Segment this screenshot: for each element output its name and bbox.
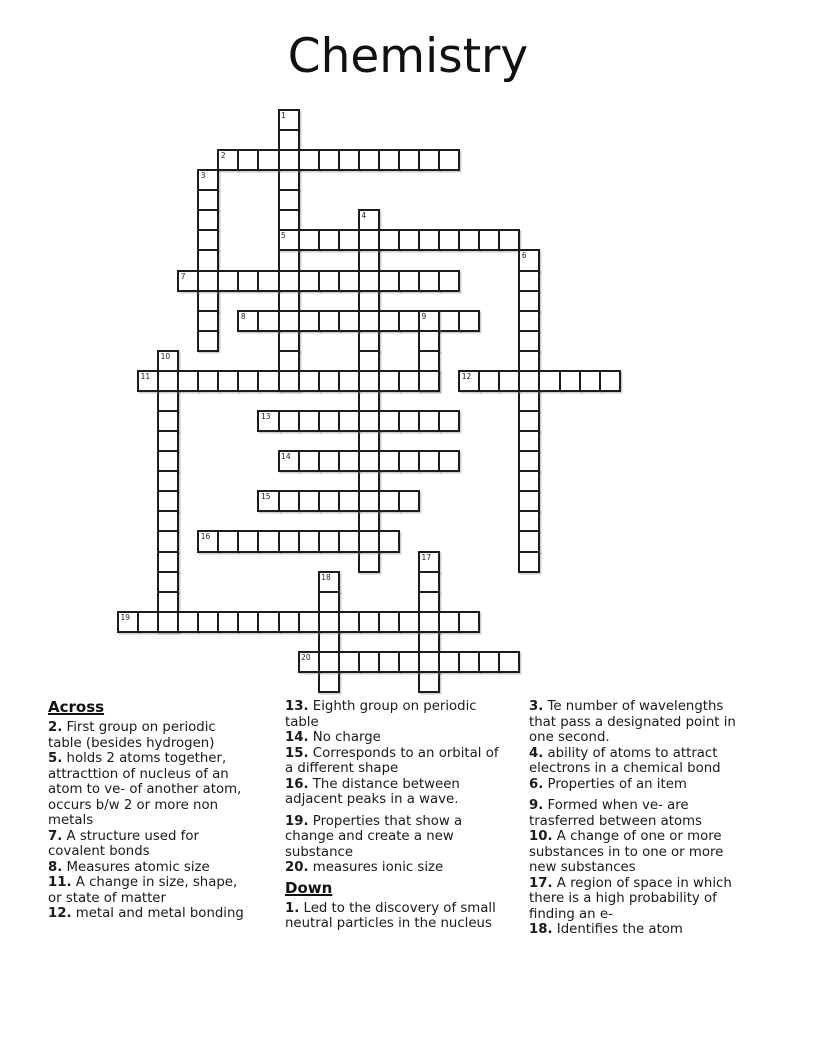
- grid-cell[interactable]: [117, 611, 139, 633]
- grid-cell[interactable]: [358, 410, 380, 432]
- grid-cell[interactable]: [318, 631, 340, 653]
- grid-cell[interactable]: [358, 350, 380, 372]
- grid-cell[interactable]: [458, 611, 480, 633]
- grid-cell[interactable]: [257, 370, 279, 392]
- grid-cell[interactable]: [358, 290, 380, 312]
- grid-cell[interactable]: [197, 189, 219, 211]
- clue-number-label: 8: [240, 311, 246, 321]
- grid-cell[interactable]: [318, 149, 340, 171]
- grid-cell[interactable]: [358, 149, 380, 171]
- grid-cell[interactable]: [278, 169, 300, 191]
- grid-cell[interactable]: [438, 310, 460, 332]
- clues-heading-across: Across: [48, 698, 105, 716]
- grid-cell[interactable]: [518, 249, 540, 271]
- clue-number-label: 13: [260, 412, 271, 422]
- grid-cell[interactable]: [278, 189, 300, 211]
- grid-cell[interactable]: [358, 490, 380, 512]
- grid-cell[interactable]: [237, 611, 259, 633]
- clue-item-number: 12.: [48, 906, 72, 921]
- grid-cell[interactable]: [298, 149, 320, 171]
- clue-item-number: 8.: [48, 859, 63, 875]
- clue-item: 1. Led to the discovery of small neutral particles in the nucleus: [285, 900, 496, 931]
- grid-cell[interactable]: [318, 571, 340, 593]
- clue-item-number: 7.: [48, 828, 63, 844]
- grid-cell[interactable]: [157, 470, 179, 492]
- grid-cell[interactable]: [518, 390, 540, 412]
- grid-cell[interactable]: [157, 450, 179, 472]
- clue-item: 10. A change of one or more substances in to one or more new substances: [529, 829, 724, 875]
- clue-number-label: 9: [421, 311, 427, 321]
- grid-cell[interactable]: [278, 129, 300, 151]
- clue-number-label: 3: [200, 171, 206, 181]
- grid-cell[interactable]: [278, 330, 300, 352]
- clue-number-label: 10: [160, 351, 171, 361]
- grid-cell[interactable]: [338, 450, 360, 472]
- grid-cell[interactable]: [257, 270, 279, 292]
- grid-cell[interactable]: [498, 651, 520, 673]
- clue-column-3: [529, 699, 745, 938]
- grid-cell[interactable]: [197, 370, 219, 392]
- clue-item: 15. Corresponds to an orbital of a different shape: [285, 745, 499, 776]
- clue-item: 6. Properties of an item: [529, 776, 687, 792]
- grid-cell[interactable]: [478, 370, 500, 392]
- grid-cell[interactable]: [217, 149, 239, 171]
- grid-cell[interactable]: [398, 410, 420, 432]
- grid-cell[interactable]: [518, 510, 540, 532]
- grid-cell[interactable]: [237, 310, 259, 332]
- clue-number-label: 19: [120, 612, 131, 622]
- grid-cell[interactable]: [278, 290, 300, 312]
- grid-cell[interactable]: [157, 571, 179, 593]
- grid-cell[interactable]: [418, 571, 440, 593]
- grid-cell[interactable]: [318, 370, 340, 392]
- grid-cell[interactable]: [318, 410, 340, 432]
- grid-cell[interactable]: [458, 651, 480, 673]
- grid-cell[interactable]: [538, 370, 560, 392]
- grid-cell[interactable]: [418, 410, 440, 432]
- grid-cell[interactable]: [298, 410, 320, 432]
- grid-cell[interactable]: [518, 490, 540, 512]
- grid-cell[interactable]: [157, 591, 179, 613]
- grid-cell[interactable]: [197, 169, 219, 191]
- grid-cell[interactable]: [378, 270, 400, 292]
- page-title: Chemistry: [287, 29, 529, 84]
- grid-cell[interactable]: [157, 490, 179, 512]
- grid-cell[interactable]: [157, 390, 179, 412]
- grid-cell[interactable]: [378, 370, 400, 392]
- clue-item-number: 11.: [48, 875, 72, 890]
- grid-cell[interactable]: [298, 370, 320, 392]
- grid-cell[interactable]: [518, 370, 540, 392]
- grid-cell[interactable]: [278, 611, 300, 633]
- grid-cell[interactable]: [157, 510, 179, 532]
- clue-number-label: 1: [281, 111, 286, 120]
- grid-cell[interactable]: [257, 490, 279, 512]
- clue-number-label: 5: [281, 231, 286, 241]
- grid-cell[interactable]: [197, 330, 219, 352]
- grid-cell[interactable]: [418, 450, 440, 472]
- grid-cell[interactable]: [458, 370, 480, 392]
- clue-item: 19. Properties that show a change and create a new substance: [285, 813, 463, 860]
- clue-item-number: 2.: [48, 720, 63, 735]
- grid-cell[interactable]: [438, 651, 460, 673]
- grid-cell[interactable]: [197, 229, 219, 251]
- grid-cell[interactable]: [378, 530, 400, 552]
- grid-cell[interactable]: [137, 370, 159, 392]
- grid-cell[interactable]: [358, 551, 380, 573]
- grid-cell[interactable]: [338, 410, 360, 432]
- clue-item: 9. Formed when ve- are trasferred between atoms: [529, 798, 702, 829]
- grid-cell[interactable]: [318, 229, 340, 251]
- grid-cell[interactable]: [177, 611, 199, 633]
- grid-cell[interactable]: [358, 390, 380, 412]
- clue-item-number: 15.: [285, 745, 309, 761]
- grid-cell[interactable]: [478, 651, 500, 673]
- grid-cell[interactable]: [278, 229, 300, 251]
- clue-item-number: 10.: [529, 829, 553, 844]
- grid-cell[interactable]: [378, 611, 400, 633]
- grid-cell[interactable]: [398, 310, 420, 332]
- grid-cell[interactable]: [458, 310, 480, 332]
- grid-cell[interactable]: [378, 149, 400, 171]
- grid-cell[interactable]: [438, 410, 460, 432]
- grid-cell[interactable]: [358, 310, 380, 332]
- clue-item: 17. A region of space in which there is a high probability of finding an e-: [529, 875, 732, 922]
- clue-number-label: 11: [140, 371, 151, 381]
- grid-cell[interactable]: [298, 651, 320, 673]
- grid-cell[interactable]: [358, 510, 380, 532]
- grid-cell[interactable]: [358, 611, 380, 633]
- grid-cell[interactable]: [498, 229, 520, 251]
- grid-cell[interactable]: [197, 209, 219, 231]
- grid-cell[interactable]: [197, 530, 219, 552]
- grid-cell[interactable]: [338, 229, 360, 251]
- clue-item: 11. A change in size, shape, or state of matter: [48, 875, 238, 906]
- grid-cell[interactable]: [378, 410, 400, 432]
- grid-cell[interactable]: [278, 149, 300, 171]
- grid-cell[interactable]: [298, 270, 320, 292]
- grid-cell[interactable]: [237, 370, 259, 392]
- clue-item: 13. Eighth group on periodic table: [285, 699, 477, 730]
- grid-cell[interactable]: [438, 149, 460, 171]
- grid-cell[interactable]: [278, 490, 300, 512]
- grid-cell[interactable]: [338, 530, 360, 552]
- grid-cell[interactable]: [518, 430, 540, 452]
- grid-cell[interactable]: [278, 109, 300, 131]
- grid-cell[interactable]: [177, 370, 199, 392]
- clue-item-number: 19.: [285, 813, 309, 829]
- grid-cell[interactable]: [438, 229, 460, 251]
- clue-item: 14. No charge: [285, 730, 381, 745]
- grid-cell[interactable]: [278, 450, 300, 472]
- grid-cell[interactable]: [378, 450, 400, 472]
- grid-cell[interactable]: [298, 229, 320, 251]
- clue-item-number: 18.: [529, 922, 553, 937]
- clue-number-label: 20: [301, 652, 311, 662]
- clue-column-2: [285, 699, 500, 932]
- grid-cell[interactable]: [358, 370, 380, 392]
- clue-item-number: 9.: [529, 798, 544, 813]
- grid-cell[interactable]: [599, 370, 621, 392]
- grid-cell[interactable]: [237, 530, 259, 552]
- grid-cell[interactable]: [418, 671, 440, 693]
- grid-cell[interactable]: [418, 370, 440, 392]
- grid-cell[interactable]: [157, 430, 179, 452]
- clue-item: 5. holds 2 atoms together, attracttion of nucleus of an atom to ve- of another atom, occurs b/w 2 or more non metals: [48, 751, 242, 828]
- clue-number-label: 12: [461, 371, 472, 381]
- grid-cell[interactable]: [278, 370, 300, 392]
- clue-number-label: 15: [260, 492, 271, 502]
- clue-item: 18. Identifies the atom: [529, 922, 683, 937]
- grid-cell[interactable]: [257, 410, 279, 432]
- grid-cell[interactable]: [318, 671, 340, 693]
- grid-cell[interactable]: [338, 310, 360, 332]
- grid-cell[interactable]: [298, 450, 320, 472]
- grid-cell[interactable]: [318, 591, 340, 613]
- clue-number-label: 16: [200, 532, 211, 542]
- grid-cell[interactable]: [157, 410, 179, 432]
- clue-number-label: 6: [521, 251, 527, 261]
- grid-cell[interactable]: [157, 530, 179, 552]
- grid-cell[interactable]: [518, 470, 540, 492]
- grid-cell[interactable]: [418, 350, 440, 372]
- grid-cell[interactable]: [338, 149, 360, 171]
- grid-cell[interactable]: [518, 530, 540, 552]
- grid-cell[interactable]: [217, 611, 239, 633]
- grid-cell[interactable]: [278, 530, 300, 552]
- grid-cell[interactable]: [358, 450, 380, 472]
- grid-cell[interactable]: [559, 370, 581, 392]
- clue-item-number: 14.: [285, 730, 309, 745]
- grid-cell[interactable]: [318, 651, 340, 673]
- grid-cell[interactable]: [237, 149, 259, 171]
- grid-cell[interactable]: [418, 611, 440, 633]
- clue-item: 2. First group on periodic table (besides hydrogen): [48, 720, 216, 751]
- clue-item-number: 6.: [529, 776, 544, 792]
- grid-cell[interactable]: [318, 310, 340, 332]
- grid-cell[interactable]: [237, 270, 259, 292]
- clue-number-label: 4: [361, 211, 367, 221]
- grid-cell[interactable]: [157, 350, 179, 372]
- clue-item-number: 17.: [529, 875, 553, 891]
- grid-cell[interactable]: [518, 330, 540, 352]
- grid-cell[interactable]: [518, 450, 540, 472]
- clue-item: 16. The distance between adjacent peaks in a wave.: [285, 776, 460, 807]
- clue-number-label: 7: [180, 271, 186, 281]
- grid-cell[interactable]: [378, 490, 400, 512]
- grid-cell[interactable]: [358, 270, 380, 292]
- grid-cell[interactable]: [518, 310, 540, 332]
- grid-cell[interactable]: [338, 490, 360, 512]
- grid-cell[interactable]: [418, 229, 440, 251]
- clue-item-number: 13.: [285, 699, 309, 714]
- clue-item-number: 16.: [285, 776, 309, 792]
- grid-cell[interactable]: [358, 249, 380, 271]
- grid-cell[interactable]: [438, 270, 460, 292]
- grid-cell[interactable]: [518, 350, 540, 372]
- grid-cell[interactable]: [358, 651, 380, 673]
- grid-cell[interactable]: [579, 370, 601, 392]
- grid-cell[interactable]: [418, 330, 440, 352]
- grid-cell[interactable]: [398, 450, 420, 472]
- clue-number-label: 2: [220, 151, 226, 161]
- grid-cell[interactable]: [398, 611, 420, 633]
- clue-item: 12. metal and metal bonding: [48, 906, 244, 921]
- grid-cell[interactable]: [278, 350, 300, 372]
- grid-cell[interactable]: [338, 370, 360, 392]
- grid-cell[interactable]: [217, 370, 239, 392]
- grid-cell[interactable]: [378, 310, 400, 332]
- grid-cell[interactable]: [197, 310, 219, 332]
- grid-cell[interactable]: [278, 270, 300, 292]
- clue-item-number: 20.: [285, 860, 309, 875]
- clue-item: 4. ability of atoms to attract electrons in a chemical bond: [529, 745, 721, 776]
- grid-cell[interactable]: [418, 270, 440, 292]
- clue-item: 20. measures ionic size: [285, 860, 444, 875]
- grid-cell[interactable]: [298, 490, 320, 512]
- grid-cell[interactable]: [318, 490, 340, 512]
- grid-cell[interactable]: [458, 229, 480, 251]
- clue-number-label: 17: [421, 552, 432, 562]
- clue-item-number: 3.: [529, 699, 544, 714]
- grid-cell[interactable]: [378, 651, 400, 673]
- grid-cell[interactable]: [398, 490, 420, 512]
- grid-cell[interactable]: [518, 410, 540, 432]
- grid-cell[interactable]: [518, 290, 540, 312]
- grid-cell[interactable]: [398, 651, 420, 673]
- grid-cell[interactable]: [278, 410, 300, 432]
- grid-cell[interactable]: [418, 149, 440, 171]
- grid-cell[interactable]: [418, 631, 440, 653]
- clue-item: 7. A structure used for covalent bonds: [48, 828, 199, 859]
- grid-cell[interactable]: [358, 209, 380, 231]
- grid-cell[interactable]: [358, 430, 380, 452]
- grid-cell[interactable]: [398, 229, 420, 251]
- grid-cell[interactable]: [157, 611, 179, 633]
- clue-number-label: 18: [321, 572, 331, 582]
- grid-cell[interactable]: [157, 551, 179, 573]
- grid-cell[interactable]: [318, 450, 340, 472]
- grid-cell[interactable]: [318, 611, 340, 633]
- grid-cell[interactable]: [518, 551, 540, 573]
- grid-cell[interactable]: [438, 611, 460, 633]
- clue-column-1: [48, 699, 253, 922]
- grid-cell[interactable]: [298, 611, 320, 633]
- clue-item: 8. Measures atomic size: [48, 859, 210, 875]
- grid-cell[interactable]: [358, 530, 380, 552]
- grid-cell[interactable]: [358, 470, 380, 492]
- clue-item-number: 4.: [529, 745, 544, 761]
- grid-cell[interactable]: [278, 249, 300, 271]
- grid-cell[interactable]: [498, 370, 520, 392]
- grid-cell[interactable]: [257, 611, 279, 633]
- grid-cell[interactable]: [197, 270, 219, 292]
- grid-cell[interactable]: [518, 270, 540, 292]
- grid-cell[interactable]: [418, 551, 440, 573]
- grid-cell[interactable]: [358, 330, 380, 352]
- grid-cell[interactable]: [257, 530, 279, 552]
- grid-cell[interactable]: [418, 591, 440, 613]
- grid-cell[interactable]: [478, 229, 500, 251]
- grid-cell[interactable]: [378, 229, 400, 251]
- grid-cell[interactable]: [338, 611, 360, 633]
- clue-number-label: 14: [281, 452, 291, 462]
- grid-cell[interactable]: [137, 611, 159, 633]
- grid-cell[interactable]: [398, 149, 420, 171]
- grid-cell[interactable]: [318, 530, 340, 552]
- grid-cell[interactable]: [438, 450, 460, 472]
- grid-cell[interactable]: [157, 370, 179, 392]
- grid-cell[interactable]: [298, 530, 320, 552]
- grid-cell[interactable]: [278, 310, 300, 332]
- grid-cell[interactable]: [197, 290, 219, 312]
- grid-cell[interactable]: [197, 249, 219, 271]
- grid-cell[interactable]: [338, 270, 360, 292]
- clues-heading-down: Down: [285, 878, 333, 897]
- grid-cell[interactable]: [177, 270, 199, 292]
- grid-cell[interactable]: [418, 310, 440, 332]
- grid-cell[interactable]: [257, 310, 279, 332]
- grid-cell[interactable]: [358, 229, 380, 251]
- grid-cell[interactable]: [398, 270, 420, 292]
- clue-item-number: 1.: [285, 900, 300, 916]
- grid-cell[interactable]: [298, 310, 320, 332]
- grid-cell[interactable]: [398, 370, 420, 392]
- grid-cell[interactable]: [257, 149, 279, 171]
- grid-cell[interactable]: [217, 530, 239, 552]
- grid-cell[interactable]: [338, 651, 360, 673]
- grid-cell[interactable]: [278, 209, 300, 231]
- grid-cell[interactable]: [217, 270, 239, 292]
- grid-cell[interactable]: [318, 270, 340, 292]
- clue-item-number: 5.: [48, 751, 63, 766]
- grid-cell[interactable]: [418, 651, 440, 673]
- clue-item: 3. Te number of wavelengths that pass a designated point in one second.: [529, 699, 736, 745]
- grid-cell[interactable]: [197, 611, 219, 633]
